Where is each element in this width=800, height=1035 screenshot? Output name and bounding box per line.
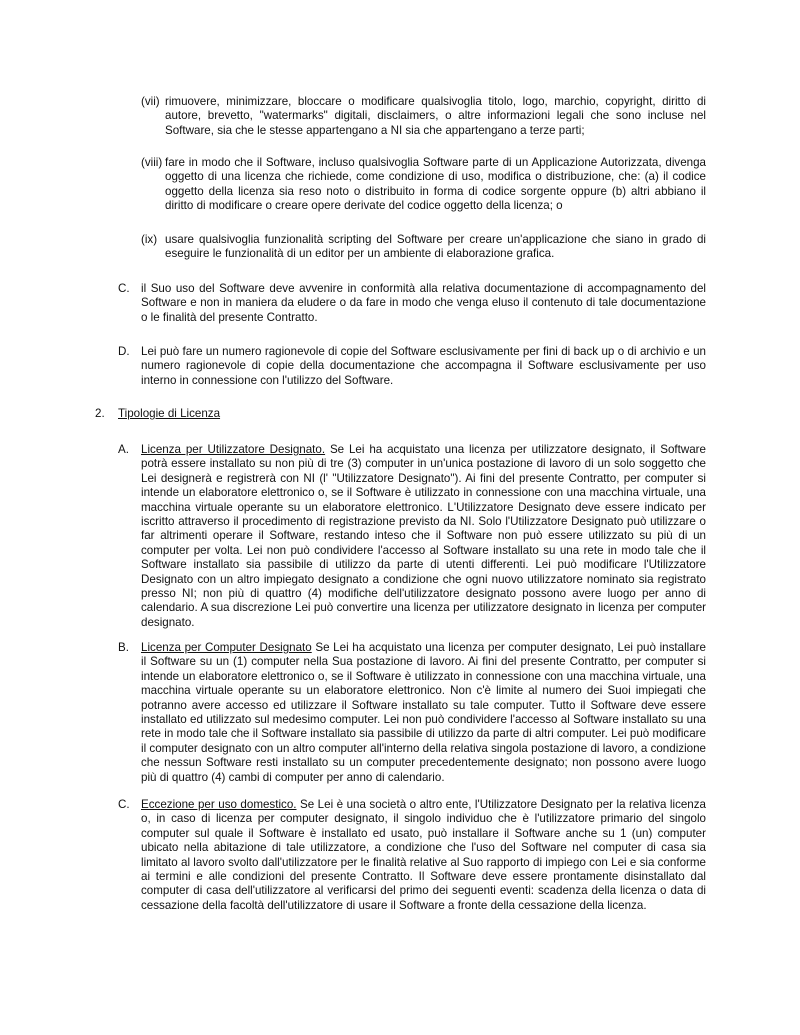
clause-marker: (viii) (141, 156, 163, 169)
clause-marker: A. (118, 443, 129, 456)
clause-viii (141, 156, 706, 214)
clause-marker: C. (118, 282, 130, 295)
clause-heading: Licenza per Utilizzatore Designato. (141, 443, 326, 456)
clause-vii (141, 95, 706, 138)
clause-heading: Licenza per Computer Designato (141, 641, 312, 654)
clause-text: usare qualsivoglia funzionalità scripting del Software per creare un'applicazione che siano in grado di eseguire le funzionalità di un editor per un ambiente di elaborazione grafica. (165, 233, 706, 261)
clause-text: il Suo uso del Software deve avvenire in conformità alla relativa documentazione di accompagnamento del Software e non in maniera da eludere o da fare in modo che venga eluso il contenuto di tale documentazione o le finalità del presente Contratto. (141, 282, 706, 324)
clause-marker: C. (118, 798, 130, 811)
section-number: 2. (95, 407, 105, 420)
clause-text: Se Lei è una società o altro ente, l'Utilizzatore Designato per la relativa licenza o, in caso di licenza per computer designato, il singolo individuo che è l'utilizzatore primario del singolo computer sul quale il Software è installato ed usato, può installare il Software anche su 1 (un) computer ubicato nella abitazione di tale utilizzatore, a condizione che l'uso del Software nel computer di casa sia limitato al lavoro svolto dall'utilizzatore per le finalità relative al Suo rapporto di impiego con Lei e sia conforme ai termini e alle condizioni del presente Contratto. Il Software deve essere prontamente disinstallato dal computer di casa dell'utilizzatore al verificarsi del primo dei seguenti eventi: scadenza della licenza o data di cessazione della facoltà dell'utilizzatore di usare il Software a fronte della cessazione della licenza. (141, 798, 707, 912)
clause-a-named-user (118, 443, 706, 630)
section-heading: Tipologie di Licenza (118, 407, 221, 420)
clause-marker: (ix) (141, 233, 158, 246)
clause-ix (141, 233, 706, 262)
clause-text: fare in modo che il Software, incluso qualsivoglia Software parte di un Applicazione Autorizzata, divenga oggetto di una licenza che richiede, come condizione di uso, modifica o distribuzione, che: (a) il codice oggetto della licenza sia reso noto o distribuito in forma di codice sorgente oppure (b) altri abbiano il diritto di modificare o creare opere derivate del codice oggetto della licenza; o (165, 156, 706, 213)
clause-text: Lei può fare un numero ragionevole di copie del Software esclusivamente per fini di back up o di archivio e un numero ragionevole di copie della documentazione che accompagna il Software esclusivamente per uso interno in connessione con l'utilizzo del Software. (141, 345, 706, 387)
clause-text: Se Lei ha acquistato una licenza per computer designato, Lei può installare il Software su un (1) computer nella Sua postazione di lavoro. Ai fini del presente Contratto, per computer si intende un elaboratore elettronico o, se il Software è utilizzato in connessione con una macchina virtuale, una macchina virtuale operante su un elaboratore elettronico. Non c'è limite al numero dei Suoi impiegati che potranno avere accesso ed utilizzare il Software installato su tale computer. Tutto il Software deve essere installato ed utilizzato sul medesimo computer. Lei non può condividere l'accesso al Software installato su una rete in modo tale che il Software installato sia passibile di utilizzo da parte di altri computer. Lei può modificare il computer designato con un altro computer all'interno della relativa singola postazione di lavoro, a condizione che nessun Software resti installato su un computer precedentemente designato; non possono avere luogo più di quattro (4) cambi di computer per anno di calendario. (141, 641, 706, 784)
clause-text: rimuovere, minimizzare, bloccare o modificare qualsivoglia titolo, logo, marchio, copyright, diritto di autore, brevetto, "watermarks" digitali, disclaimers, o altre informazioni legali che sono incluse nel Software, sia che le stesse appartengano a NI sia che appartengano a terze parti; (165, 95, 706, 137)
clause-b-named-computer (118, 641, 706, 785)
clause-marker: (vii) (141, 95, 160, 108)
clause-d (118, 345, 706, 388)
clause-heading: Eccezione per uso domestico. (141, 798, 297, 811)
section-2 (95, 407, 706, 421)
clause-c-home-use (118, 798, 706, 913)
clause-c (118, 282, 706, 325)
clause-text: Se Lei ha acquistato una licenza per utilizzatore designato, il Software potrà essere installato su non più di tre (3) computer in un'unica postazione di lavoro di un solo soggetto che Lei designerà e registrerà con NI (l' "Utilizzatore Designato"). Ai fini del presente Contratto, per computer si intende un elaboratore elettronico o, se il Software è utilizzato in connessione con una macchina virtuale, una macchina virtuale operante su un elaboratore elettronico. L'Utilizzatore Designato deve essere indicato per iscritto attraverso il procedimento di registrazione previsto da NI. Solo l'Utilizzatore Designato può utilizzare o far altrimenti operare il Software, restando inteso che il Software non può essere utilizzato su più di un computer per volta. Lei non può condividere l'accesso al Software installato su una rete in modo tale che il Software installato sia passibile di utilizzo da parte di utenti differenti. Lei può modificare l'Utilizzatore Designato con un altro impiegato designato a condizione che ogni nuovo utilizzatore nominato sia registrato presso NI; non più di quattro (4) modifiche dell'utilizzatore designato possono avere luogo per anno di calendario. A sua discrezione Lei può convertire una licenza per utilizzatore designato in licenza per computer designato. (141, 443, 706, 629)
clause-marker: B. (118, 641, 129, 654)
clause-marker: D. (118, 345, 130, 358)
